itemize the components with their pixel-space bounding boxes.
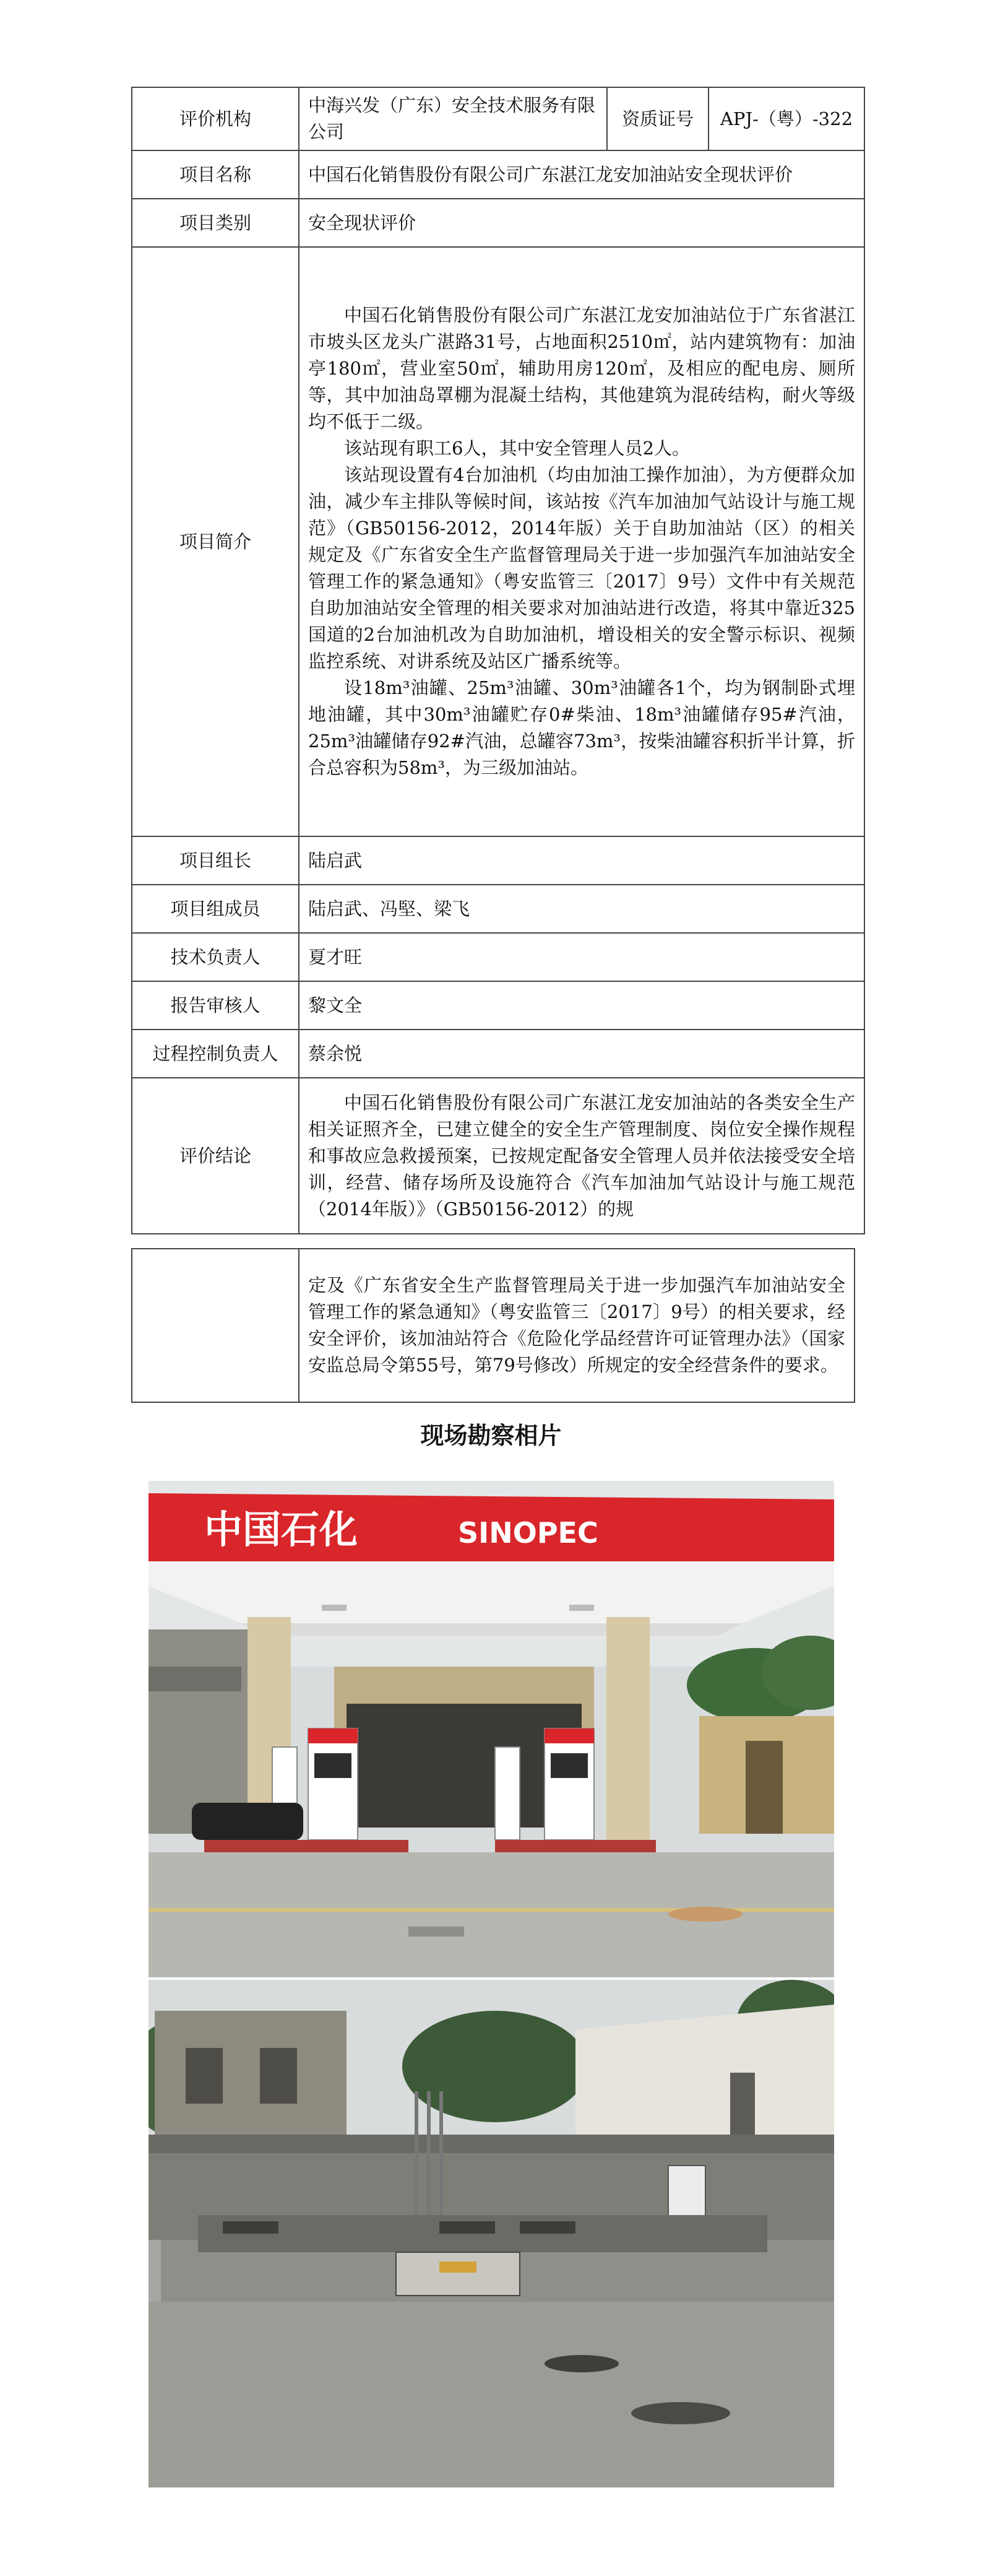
- leader-label: 项目组长: [132, 836, 299, 885]
- row-conclusion-continued: [132, 1249, 855, 1402]
- conclusion-body-continued: [299, 1249, 855, 1402]
- name-value: 中国石化销售股份有限公司广东湛江龙安加油站安全现状评价: [299, 150, 864, 199]
- name-label: 项目名称: [132, 150, 299, 199]
- intro-body: [299, 247, 864, 836]
- row-members: [132, 885, 864, 933]
- tank-area-illustration: [149, 1980, 834, 2487]
- intro-paragraph-staff: 该站现有职工6人，其中安全管理人员2人。: [344, 438, 690, 459]
- process-value: 蔡余悦: [299, 1030, 864, 1078]
- review-label: 报告审核人: [132, 981, 299, 1030]
- review-value: 黎文全: [299, 981, 864, 1030]
- cert-value: APJ-（粤）-322: [709, 87, 864, 150]
- brand-name-en: SINOPEC: [458, 1516, 598, 1550]
- members-value: 陆启武、冯堅、梁飞: [299, 885, 864, 933]
- type-value: 安全现状评价: [299, 199, 864, 247]
- canopy-illustration: [149, 1481, 834, 1977]
- type-label: 项目类别: [132, 199, 299, 247]
- row-review: [132, 981, 864, 1030]
- row-name: [132, 150, 864, 199]
- intro-label: 项目简介: [132, 247, 299, 836]
- intro-paragraph-tanks: 设18m³油罐、25m³油罐、30m³油罐各1个，均为钢制卧式埋地油罐，其中30m³油罐贮存0#柴油、18m³油罐储存95#汽油，25m³油罐储存92#汽油，总罐容73m³，按柴油罐容积折半计算，折合总容积为58m³，为三级加油站。: [308, 677, 855, 778]
- site-photo-canopy: [149, 1481, 834, 1977]
- row-tech: [132, 933, 864, 981]
- conclusion-paragraph-2: 定及《广东省安全生产监督管理局关于进一步加强汽车加油站安全管理工作的紧急通知》（粤安监管三〔2017〕9号）的相关要求，经安全评价，该加油站符合《危险化学品经营许可证管理办法》（国家安监总局令第55号，第79号修改）所规定的安全经营条件的要求。: [308, 1275, 845, 1376]
- org-label: 评价机构: [132, 87, 299, 150]
- row-intro: [132, 247, 864, 836]
- conclusion-label: 评价结论: [132, 1078, 299, 1234]
- row-type: [132, 199, 864, 247]
- row-conclusion: [132, 1078, 864, 1234]
- conclusion-paragraph-1: 中国石化销售股份有限公司广东湛江龙安加油站的各类安全生产相关证照齐全，已建立健全的安全生产管理制度、岗位安全操作规程和事故应急救援预案，已按规定配备安全管理人员并依法接受安全培训，经营、储存场所及设施符合《汽车加油加气站设计与施工规范（2014年版）》（GB50156-2012）的规: [308, 1091, 855, 1220]
- evaluation-info-table: [131, 87, 865, 1234]
- org-value: 中海兴发（广东）安全技术服务有限公司: [299, 87, 607, 150]
- leader-value: 陆启武: [299, 836, 864, 885]
- cert-label: 资质证号: [607, 87, 709, 150]
- conclusion-label-empty: [132, 1249, 299, 1402]
- row-process: [132, 1030, 864, 1078]
- conclusion-body: [299, 1078, 864, 1234]
- intro-paragraph-renovation: 该站现设置有4台加油机（均由加油工操作加油），为方便群众加油，减少车主排队等候时间，该站按《汽车加油加气站设计与施工规范》（GB50156-2012，2014年版）关于自助加油站（区）的相关规定及《广东省安全生产监督管理局关于进一步加强汽车加油站安全管理工作的紧急通知》（粤安监管三〔2017〕9号）文件中有关规范自助加油站安全管理的相关要求对加油站进行改造，将其中靠近325国道的2台加油机改为自助加油机，增设相关的安全警示标识、视频监控系统、对讲系统及站区广播系统等。: [308, 464, 855, 672]
- section-title: 现场勘察相片: [420, 1422, 562, 1449]
- intro-paragraph-location: 中国石化销售股份有限公司广东湛江龙安加油站位于广东省湛江市坡头区龙头广湛路31号，占地面积2510㎡，站内建筑物有：加油亭180㎡，营业室50㎡，辅助用房120㎡，及相应的配电房、厕所等，其中加油岛罩棚为混凝土结构，其他建筑为混砖结构，耐火等级均不低于二级。: [308, 305, 855, 432]
- brand-name-cn: 中国石化: [204, 1507, 358, 1552]
- site-photo-tank-area: [149, 1980, 834, 2487]
- row-org: [132, 87, 864, 150]
- tech-value: 夏才旺: [299, 933, 864, 981]
- row-leader: [132, 836, 864, 885]
- evaluation-info-table-continued: [131, 1248, 855, 1403]
- tech-label: 技术负责人: [132, 933, 299, 981]
- process-label: 过程控制负责人: [132, 1030, 299, 1078]
- members-label: 项目组成员: [132, 885, 299, 933]
